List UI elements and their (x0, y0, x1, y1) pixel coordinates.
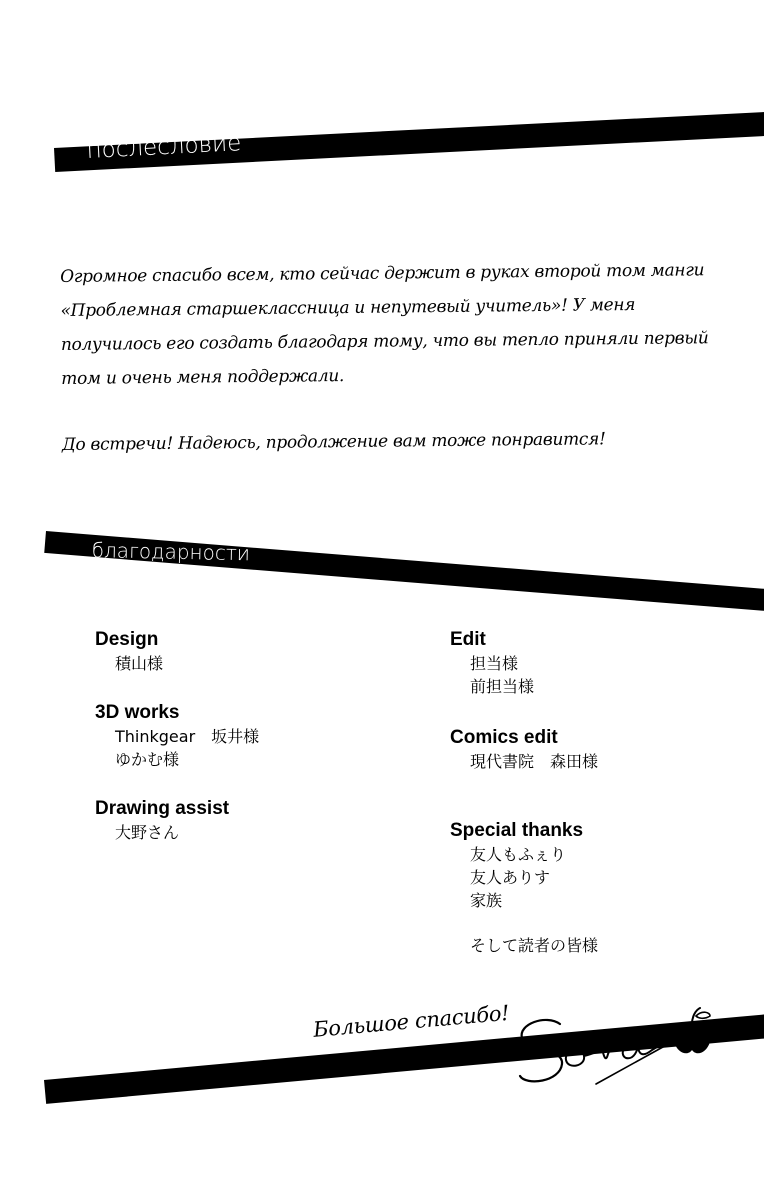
signature-graphic (512, 1002, 722, 1094)
credit-title: 3D works (95, 702, 180, 723)
thanks-heading: благодарности (91, 538, 251, 566)
credit-name: 友人もふぇり (470, 845, 567, 864)
credit-name: 家族 (470, 891, 503, 910)
afterword-paragraph-1: Огромное спасибо всем, кто сейчас держит в руках второй том манги «Проблемная старшеклассница и непутевый учитель»! У меня получилось его создать благодаря тому, что вы тепло приняли первый том и очень меня поддержали. (60, 260, 709, 389)
credit-group-edit (450, 628, 740, 698)
big-thanks-text: Большое спасибо! (312, 1000, 511, 1042)
credit-group-comics-edit (450, 726, 740, 773)
credit-name: Thinkgear 坂井様 (115, 727, 260, 746)
credit-title: Edit (450, 629, 486, 650)
credit-title: Special thanks (450, 820, 584, 841)
readers-thanks: そして読者の皆様 (470, 936, 599, 955)
credit-title: Comics edit (450, 727, 558, 748)
credits-right-column (450, 628, 740, 957)
credit-name: 前担当様 (470, 677, 535, 696)
credit-name: 友人ありす (470, 868, 551, 887)
credit-group-drawing-assist (95, 797, 375, 844)
credits-left-column (95, 628, 375, 862)
credit-title: Design (95, 629, 159, 650)
credit-group-3d-works (95, 701, 375, 771)
credit-name: 担当様 (470, 654, 519, 673)
credit-name: 大野さん (115, 823, 180, 842)
afterword-paragraph-2: До встречи! Надеюсь, продолжение вам тоже понравится! (61, 429, 606, 455)
credit-name: ゆかむ様 (115, 750, 180, 769)
credit-group-special-thanks (450, 819, 740, 912)
author-signature (512, 1002, 722, 1094)
afterword-heading: послесловие (86, 130, 242, 164)
credit-name: 積山様 (115, 654, 164, 673)
credit-group-design (95, 628, 375, 675)
credit-name: 現代書院 森田様 (470, 752, 599, 771)
apple-icon (673, 1008, 711, 1053)
credit-title: Drawing assist (95, 798, 230, 819)
afterword-text (60, 253, 727, 462)
